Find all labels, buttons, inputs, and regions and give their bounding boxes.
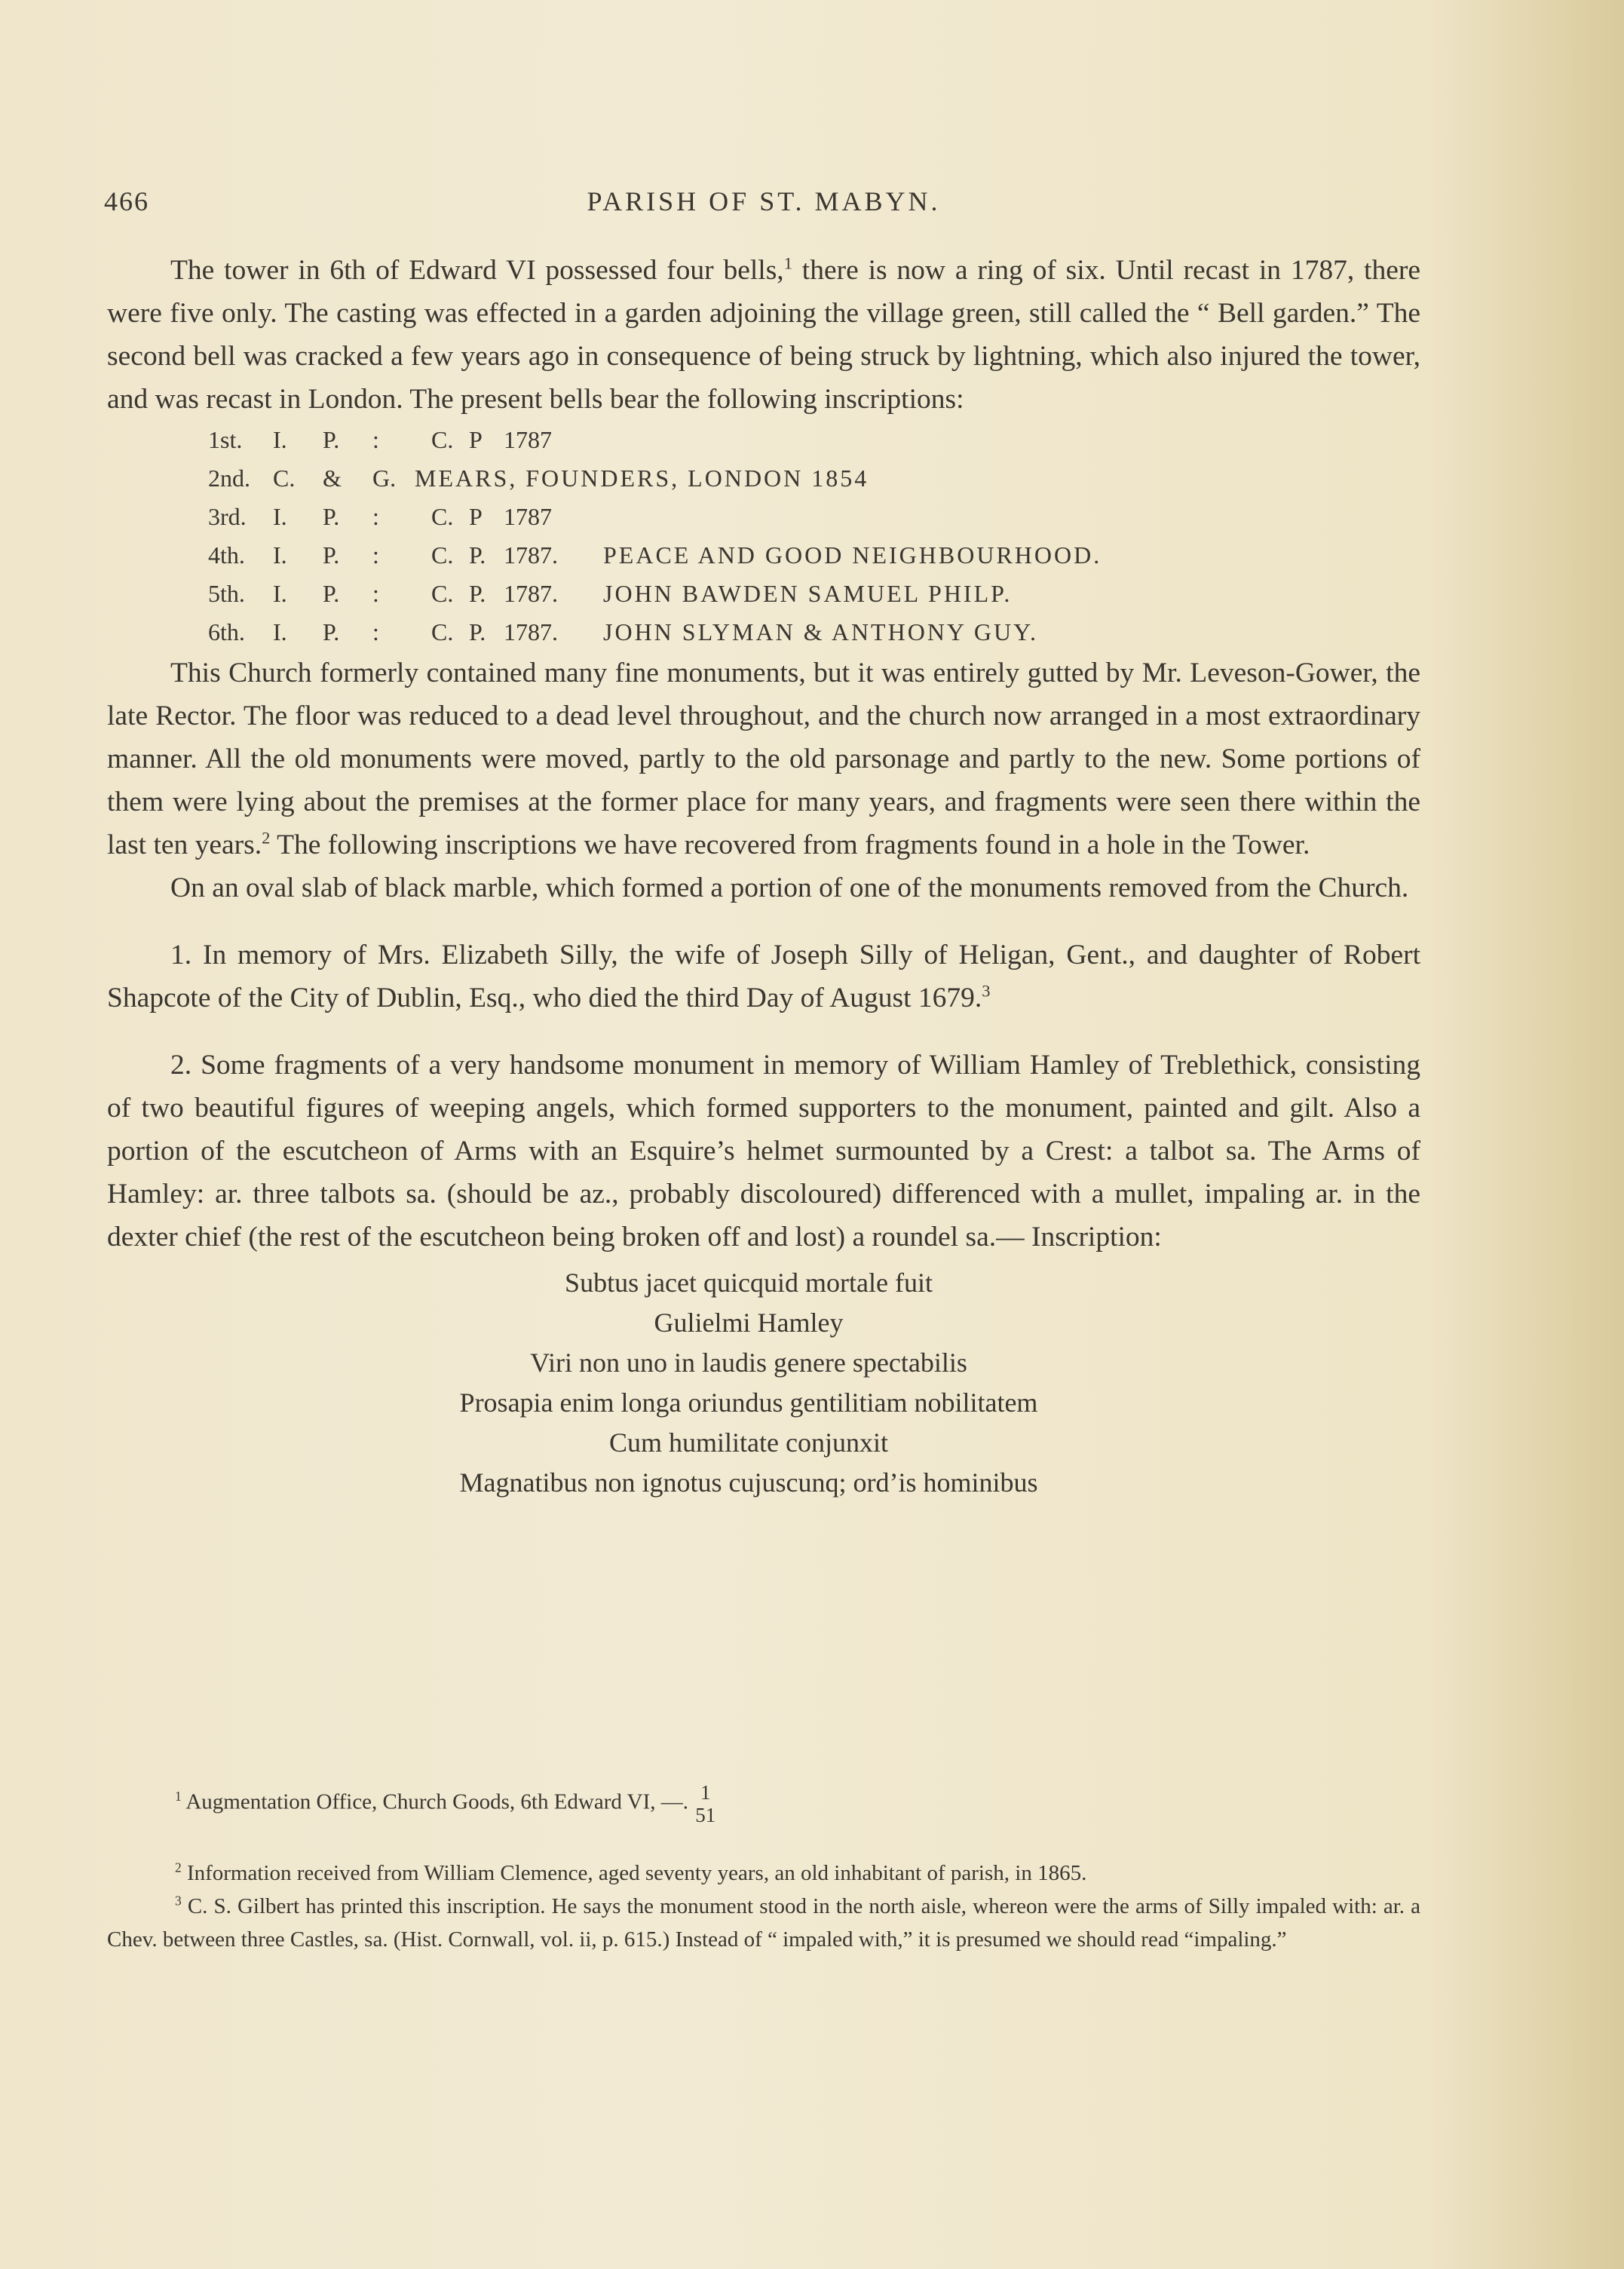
bell-field: P — [469, 503, 483, 530]
bell-ordinal: 5th. — [208, 580, 245, 607]
page-header — [104, 186, 1423, 223]
bell-inscription: MEARS, FOUNDERS, LONDON 1854 — [415, 465, 869, 492]
bell-row — [208, 613, 1420, 652]
latin-inscription — [107, 1263, 1420, 1503]
bell-field: C. — [431, 541, 454, 569]
bell-row — [208, 498, 1420, 536]
footnote-mark: 3 — [175, 1893, 182, 1909]
inscription-item-2: 2. Some fragments of a very handsome monument in memory of William Hamley of Treblethick, consisting of two beautiful figures of weeping angels, which formed supporters to the monument, painted and gilt. Also a portion of the escutcheon of Arms with an Esquire’s helmet surmounted by a Crest: a talbot sa. The Arms of Hamley: ar. three talbots sa. (should be az., probably discoloured) differenced with a mullet, impaling ar. in the dexter chief (the rest of the escutcheon being broken off and lost) a roundel sa.— Inscription: — [107, 1050, 1420, 1253]
paragraph-text: there is now a ring of six. Until recast in 1787, there were five only. The casting was effected in a garden adjoining the village green, still called the “ Bell garden.” The second bell was cracked a few years ago in consequence of being struck by lightning, which also injured the tower, and was recast in London. The present bells bear the following inscriptions: — [107, 255, 1421, 415]
bell-inscription: JOHN BAWDEN SAMUEL PHILP. — [603, 580, 1013, 607]
bell-inscription: PEACE AND GOOD NEIGHBOURHOOD. — [603, 541, 1102, 569]
bell-field: I. — [273, 618, 287, 645]
footnote-text: C. S. Gilbert has printed this inscription. He says the monument stood in the north aisle, whereon were the arms of Silly impaled with: ar. a Chev. between three Castles, sa. (Hist. Cornwall, vol. ii, p. 615.) Instead of “ impaled with,” it is presumed we should read “impaling.” — [107, 1894, 1421, 1952]
bell-year: 1787 — [504, 426, 552, 453]
footnote-2 — [107, 1857, 1420, 1890]
bell-field: C. — [431, 503, 454, 530]
inscription-line: Magnatibus non ignotus cujuscunq; ord’is hominibus — [459, 1467, 1038, 1498]
bell-separator: : — [372, 580, 379, 607]
inscription-line: Subtus jacet quicquid mortale fuit — [565, 1268, 933, 1298]
bell-field: C. — [273, 465, 296, 492]
inscription-line: Cum humilitate conjunxit — [609, 1427, 888, 1458]
footnote-1 — [107, 1781, 1420, 1857]
running-head: PARISH OF ST. MABYN. — [587, 186, 941, 216]
fraction-denominator: 51 — [695, 1804, 716, 1826]
bell-separator: : — [372, 541, 379, 569]
footnote-mark: 2 — [175, 1860, 182, 1875]
bell-field: G. — [372, 465, 397, 492]
bell-separator: : — [372, 503, 379, 530]
bell-ordinal: 6th. — [208, 618, 245, 645]
bell-year: 1787. — [504, 618, 558, 645]
footnote-mark: 1 — [175, 1789, 182, 1804]
footnote-ref: 3 — [982, 981, 991, 1001]
bell-ordinal: 2nd. — [208, 465, 250, 492]
footnotes — [107, 1781, 1420, 1956]
bell-field: P. — [469, 541, 486, 569]
paragraph-text: 1. In memory of Mrs. Elizabeth Silly, the wife of Joseph Silly of Heligan, Gent., and daughter of Robert Shapcote of the City of Dublin, Esq., who died the third Day of August 1679. — [107, 940, 1420, 1013]
paragraph-monuments — [107, 652, 1420, 866]
paragraph-oval-slab: On an oval slab of black marble, which formed a portion of one of the monuments removed from the Church. — [170, 872, 1409, 903]
bell-year: 1787. — [504, 580, 558, 607]
bell-separator: : — [372, 426, 379, 453]
bell-field: P. — [323, 580, 340, 607]
main-text — [107, 249, 1420, 1503]
bell-field: P. — [469, 580, 486, 607]
inscription-line: Gulielmi Hamley — [654, 1308, 844, 1338]
footnote-ref: 2 — [262, 828, 271, 848]
paragraph-text: This Church formerly contained many fine monuments, but it was entirely gutted by Mr. Leveson-Gower, the late Rector. The floor was reduced to a dead level throughout, and the church now arranged in a most extraordinary manner. All the old monuments were moved, partly to the old parsonage and partly to the new. Some portions of them were lying about the premises at the former place for many years, and fragments were seen there within the last ten years. — [107, 658, 1420, 860]
bell-field: I. — [273, 541, 287, 569]
footnote-fraction — [695, 1781, 715, 1826]
bell-inscriptions-list — [208, 421, 1420, 652]
bell-field: C. — [431, 618, 454, 645]
bell-field: I. — [273, 580, 287, 607]
bell-field: I. — [273, 426, 287, 453]
paragraph-bells — [107, 249, 1420, 421]
paragraph-text: The tower in 6th of Edward VI possessed four bells, — [170, 255, 784, 286]
bell-field: P. — [323, 618, 340, 645]
bell-field: P. — [469, 618, 486, 645]
inscription-item-1 — [107, 934, 1420, 1020]
bell-field: P. — [323, 541, 340, 569]
fraction-numerator: 1 — [700, 1781, 711, 1804]
bell-field: P. — [323, 503, 340, 530]
paragraph-text: The following inscriptions we have recovered from fragments found in a hole in the Tower. — [270, 829, 1310, 860]
bell-row — [208, 421, 1420, 459]
bell-row — [208, 459, 1420, 498]
bell-row — [208, 575, 1420, 613]
footnote-text: Information received from William Clemence, aged seventy years, an old inhabitant of parish, in 1865. — [186, 1861, 1087, 1885]
inscription-line: Prosapia enim longa oriundus gentilitiam nobilitatem — [459, 1387, 1038, 1418]
bell-ordinal: 3rd. — [208, 503, 247, 530]
bell-ordinal: 1st. — [208, 426, 243, 453]
footnote-3 — [107, 1890, 1420, 1956]
page-number: 466 — [104, 186, 149, 216]
footnote-text: Augmentation Office, Church Goods, 6th Edward VI, —. — [185, 1789, 688, 1814]
bell-year: 1787 — [504, 503, 552, 530]
bell-field: C. — [431, 426, 454, 453]
bell-field: P — [469, 426, 483, 453]
bell-field: & — [323, 465, 342, 492]
bell-field: C. — [431, 580, 454, 607]
bell-ordinal: 4th. — [208, 541, 245, 569]
bell-separator: : — [372, 618, 379, 645]
bell-field: I. — [273, 503, 287, 530]
footnote-ref: 1 — [783, 253, 792, 273]
bell-field: P. — [323, 426, 340, 453]
bell-row — [208, 536, 1420, 575]
inscription-line: Viri non uno in laudis genere spectabilis — [530, 1348, 967, 1378]
bell-inscription: JOHN SLYMAN & ANTHONY GUY. — [603, 618, 1039, 645]
bell-year: 1787. — [504, 541, 558, 569]
